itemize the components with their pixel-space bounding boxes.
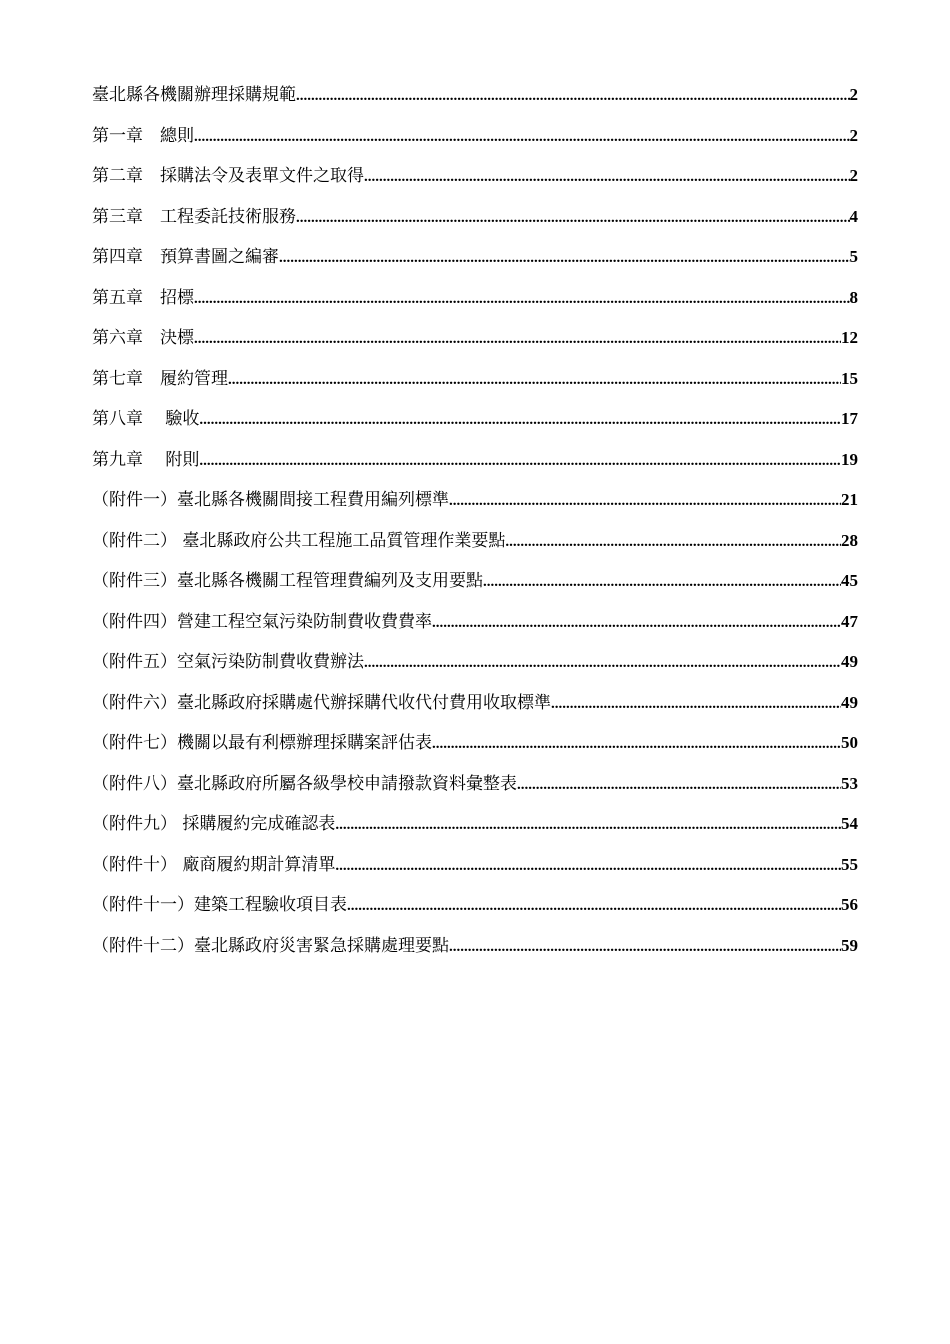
toc-entry-title: 臺北縣各機關辦理採購規範: [92, 85, 296, 105]
toc-page-number: 50: [841, 733, 858, 752]
toc-page-number: 2: [849, 125, 858, 145]
toc-entry[interactable]: [92, 609, 858, 650]
toc-entry[interactable]: [92, 123, 858, 164]
toc-page-number: 54: [841, 814, 858, 833]
toc-page-number: 49: [841, 652, 858, 671]
toc-page-number: 4: [849, 206, 858, 226]
toc-page-number: 55: [841, 854, 858, 874]
toc-dot-leader: [505, 529, 841, 555]
toc-entry[interactable]: [92, 285, 858, 326]
toc-entry[interactable]: [92, 568, 858, 609]
toc-dot-leader: [449, 488, 841, 514]
toc-page-number: 12: [841, 328, 858, 347]
toc-entry[interactable]: [92, 892, 858, 933]
toc-entry[interactable]: [92, 771, 858, 812]
toc-dot-leader: [517, 772, 841, 798]
toc-entry-title: （附件十一）建築工程驗收項目表: [92, 895, 347, 915]
toc-page-number: 2: [849, 85, 858, 104]
toc-entry[interactable]: [92, 244, 858, 285]
toc-entry-title: 第九章 附則: [92, 449, 200, 470]
toc-entry-title: （附件七）機關以最有利標辦理採購案評估表: [92, 733, 432, 753]
toc-entry-title: （附件三）臺北縣各機關工程管理費編列及支用要點: [92, 571, 483, 591]
toc-entry-title: （附件二） 臺北縣政府公共工程施工品質管理作業要點: [92, 530, 506, 551]
toc-dot-leader: [296, 83, 850, 109]
toc-page-number: 17: [841, 409, 858, 428]
toc-entry[interactable]: [92, 649, 858, 690]
toc-entry[interactable]: [92, 811, 858, 852]
toc-dot-leader: [296, 205, 850, 231]
toc-entry-title: （附件六）臺北縣政府採購處代辦採購代收代付費用收取標準: [92, 692, 551, 713]
toc-page-number: 56: [841, 895, 858, 914]
toc-page-number: 28: [841, 530, 858, 550]
toc-entry[interactable]: [92, 82, 858, 123]
toc-dot-leader: [194, 326, 841, 352]
toc-entry-title: 第一章 總則: [92, 125, 194, 146]
toc-page-number: 49: [841, 692, 858, 712]
toc-entry[interactable]: [92, 852, 858, 893]
toc-entry[interactable]: [92, 528, 858, 569]
toc-dot-leader: [551, 691, 841, 717]
toc-dot-leader: [194, 124, 850, 150]
toc-entry[interactable]: [92, 487, 858, 528]
toc-entry[interactable]: [92, 447, 858, 488]
toc-page-number: 45: [841, 571, 858, 590]
toc-dot-leader: [194, 286, 850, 312]
toc-page-number: 47: [841, 611, 858, 631]
toc-entry-title: （附件一）臺北縣各機關間接工程費用編列標準: [92, 490, 449, 510]
toc-dot-leader: [279, 245, 850, 271]
toc-dot-leader: [199, 448, 841, 474]
toc-page-number: 15: [841, 368, 858, 388]
toc-dot-leader: [228, 367, 841, 393]
toc-entry-title: 第五章 招標: [92, 287, 194, 308]
toc-dot-leader: [347, 893, 841, 919]
toc-entry[interactable]: [92, 730, 858, 771]
toc-entry-title: 第八章 驗收: [92, 409, 200, 429]
toc-dot-leader: [483, 569, 841, 595]
toc-entry-title: （附件五）空氣污染防制費收費辦法: [92, 652, 364, 672]
toc-page-number: 5: [849, 247, 858, 266]
toc-entry-title: （附件九） 採購履約完成確認表: [92, 814, 336, 834]
toc-entry-title: 第四章 預算書圖之編審: [92, 247, 279, 267]
toc-entry[interactable]: [92, 204, 858, 245]
toc-page-number: 59: [841, 935, 858, 955]
toc-page-number: 19: [841, 449, 858, 469]
toc-entry[interactable]: [92, 325, 858, 366]
toc-dot-leader: [199, 407, 841, 433]
toc-page-number: 21: [841, 490, 858, 509]
toc-entry[interactable]: [92, 406, 858, 447]
table-of-contents: [92, 82, 858, 973]
toc-dot-leader: [432, 610, 841, 636]
toc-entry-title: 第二章 採購法令及表單文件之取得: [92, 166, 364, 186]
toc-entry[interactable]: [92, 933, 858, 974]
toc-dot-leader: [364, 164, 850, 190]
toc-entry-title: 第三章 工程委託技術服務: [92, 206, 296, 227]
toc-dot-leader: [364, 650, 841, 676]
toc-dot-leader: [432, 731, 841, 757]
toc-dot-leader: [449, 934, 841, 960]
toc-entry[interactable]: [92, 690, 858, 731]
toc-entry-title: 第六章 決標: [92, 328, 194, 348]
toc-dot-leader: [335, 853, 841, 879]
toc-page-number: 8: [849, 287, 858, 307]
toc-entry[interactable]: [92, 163, 858, 204]
toc-entry-title: （附件八）臺北縣政府所屬各級學校申請撥款資料彙整表: [92, 773, 517, 794]
toc-page-number: 2: [849, 166, 858, 185]
toc-entry-title: 第七章 履約管理: [92, 368, 228, 389]
toc-entry-title: （附件十） 廠商履約期計算清單: [92, 854, 336, 875]
toc-page-number: 53: [841, 773, 858, 793]
toc-entry-title: （附件四）營建工程空氣污染防制費收費費率: [92, 611, 432, 632]
toc-entry[interactable]: [92, 366, 858, 407]
toc-entry-title: （附件十二）臺北縣政府災害緊急採購處理要點: [92, 935, 449, 956]
toc-dot-leader: [335, 812, 841, 838]
